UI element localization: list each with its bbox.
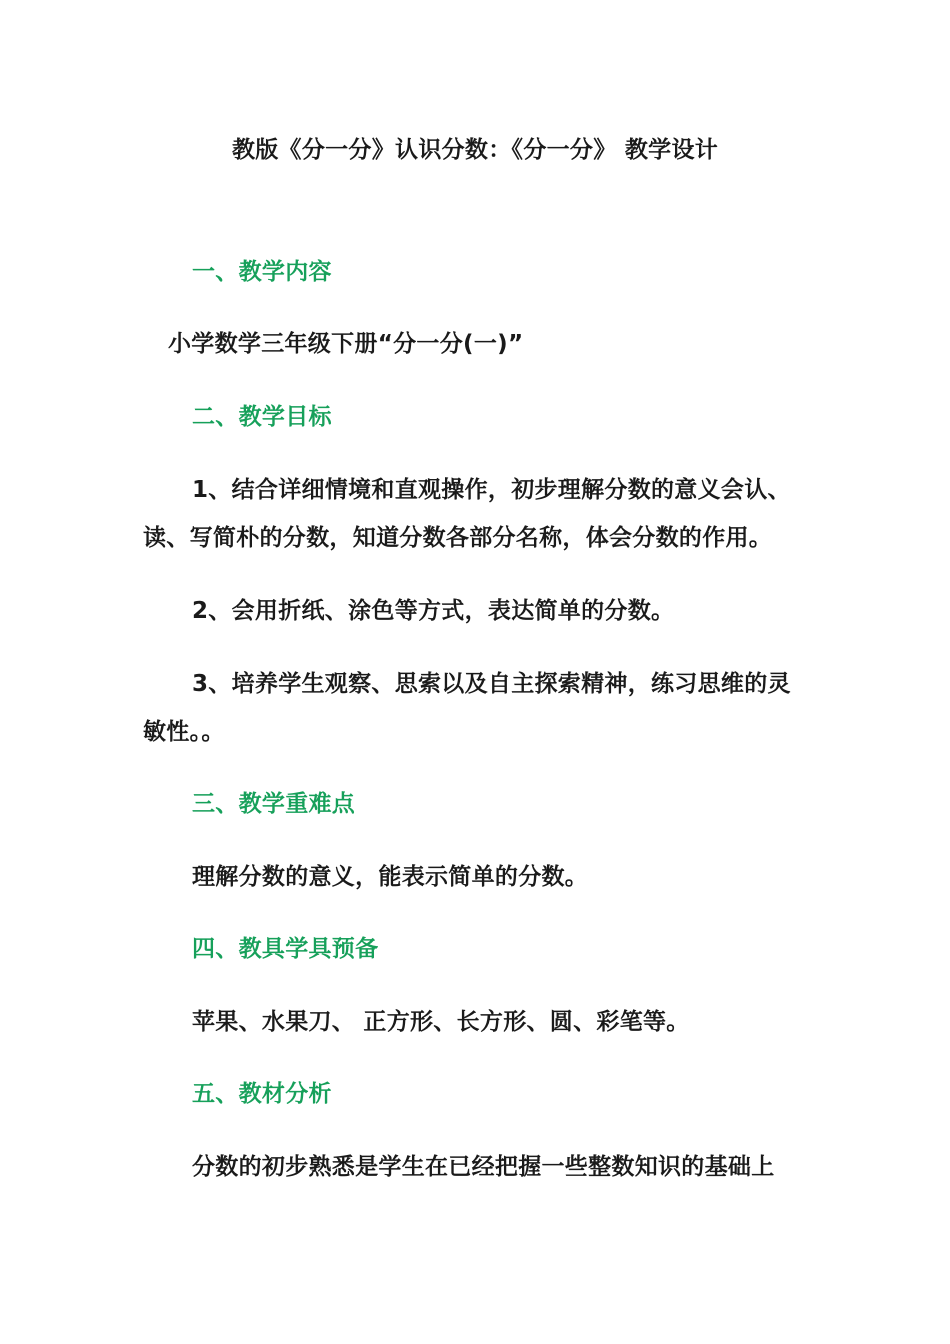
key-difficulties-text: 理解分数的意义，能表示简单的分数。 (192, 864, 589, 890)
section-heading-key-difficulties: 三、教学重难点 (192, 791, 356, 817)
document-title: 教版《分一分》认识分数：《分一分》 教学设计 (231, 137, 719, 163)
goal-item-3-line-1: 3、培养学生观察、思索以及自主探索精神，练习思维的灵 (192, 671, 791, 697)
goal-item-1-line-2: 读、写简朴的分数，知道分数各部分名称，体会分数的作用。 (143, 525, 773, 551)
section-heading-teaching-goals: 二、教学目标 (192, 404, 332, 430)
goal-item-3-line-2: 敏性。。 (143, 719, 225, 745)
section-heading-materials: 四、教具学具预备 (192, 936, 379, 962)
section-heading-textbook-analysis: 五、教材分析 (192, 1081, 332, 1107)
textbook-analysis-text-line-1: 分数的初步熟悉是学生在已经把握一些整数知识的基础上 (192, 1154, 775, 1180)
teaching-content-text: 小学数学三年级下册“分一分(一)” (168, 331, 524, 357)
section-heading-teaching-content: 一、教学内容 (192, 259, 332, 285)
goal-item-1-line-1: 1、结合详细情境和直观操作，初步理解分数的意义会认、 (192, 477, 791, 503)
materials-text: 苹果、水果刀、 正方形、长方形、圆、彩笔等。 (192, 1009, 690, 1035)
goal-item-2: 2、会用折纸、涂色等方式，表达简单的分数。 (192, 598, 675, 624)
